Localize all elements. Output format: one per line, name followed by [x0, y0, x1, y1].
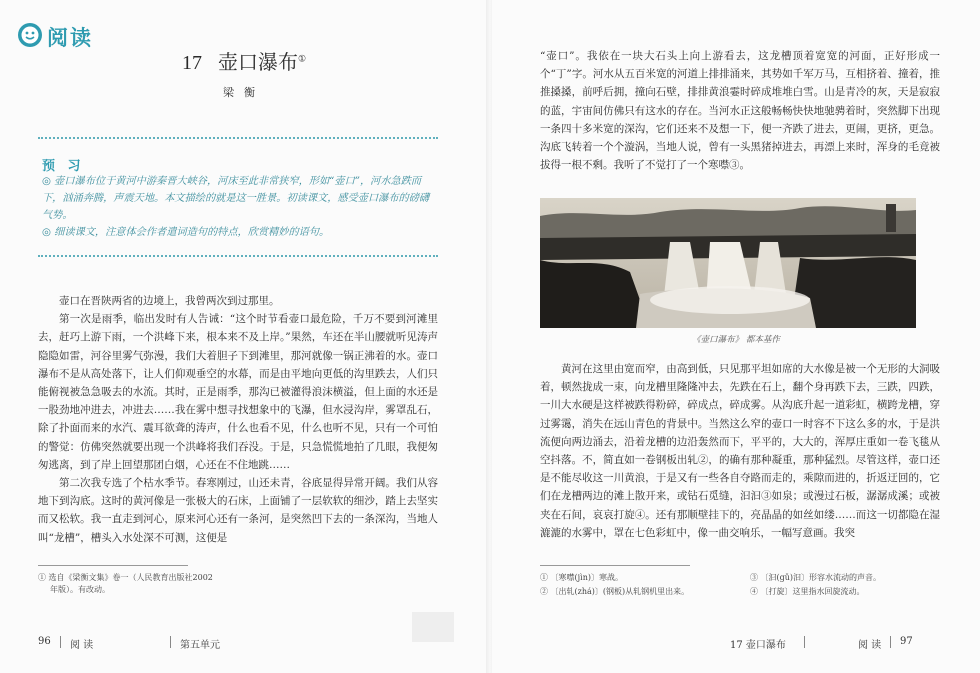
footnote: ① 选自《梁衡文集》卷一（人民教育出版社2002 年版）。有改动。 [38, 573, 213, 594]
folio-book: 阅 读 [858, 640, 882, 651]
preview-text [42, 173, 434, 241]
title-footnote-mark: ① [297, 54, 307, 65]
left-page [0, 0, 488, 673]
folio-divider [170, 636, 171, 648]
page-number: 97 [900, 636, 913, 647]
section-label: 阅读 [47, 25, 93, 50]
waterfall-painting [540, 198, 916, 328]
paragraph: 第二次我专选了个枯水季节。春寒刚过，山还未青，谷底显得异常开阔。我们从容地下到沟底。这时的黄河像是一张极大的石床，上面铺了一层软软的细沙，踏上去坚实而又松软。我一直走到河心，原来河心还有一条河，是突然凹下去的一条深沟，当地人叫“龙槽”，槽头入水处深不可测，这便是 [38, 477, 438, 544]
folio-divider [890, 636, 891, 648]
footnote: ① 〔寒噤(jìn)〕寒战。 [540, 573, 623, 582]
lesson-title-text: 壶口瀑布 [217, 50, 298, 74]
author: 梁衡 [223, 86, 265, 99]
paragraph: 黄河在这里由宽而窄，由高到低，只见那平坦如席的大水像是被一个无形的大洞吸着，顿然拢成一束，向龙槽里隆隆冲去，先跌在石上，翻个身再跌下去，三跌，四跌，一川大水硬是这样被跌得粉碎，碎成点，碎成雾。从沟底升起一道彩虹，横跨龙槽，穿过雾霭，消失在远山青色的背景中。当然这么窄的壶口一时容不下这么多的水，于是洪流便向两边涌去，沿着龙槽的边沿轰然而下，平平的，大大的，浑厚庄重如一卷飞毯从空抖落。不，简直如一卷钢板出轧②，的确有那种凝重，那种猛烈。尽管这样，壶口还是不能尽收这一川黄浪，于是又有一些各自夺路而走的，乘隙而进的，折返迂回的，它们在龙槽两边的滩上散开来，或钻石觅缝，汩汩③如泉；或漫过石板，潺潺成溪；或被夹在石间，哀哀打旋④。还有那顺壁挂下的，亮晶晶的如丝如缕……而这一切都隐在湿漉漉的水雾中，罩在七色彩虹中，像一曲交响乐，一幅写意画。我突 [540, 363, 940, 539]
folio-unit: 第五单元 [180, 640, 220, 651]
preview-heading: 预 习 [42, 159, 85, 174]
body-text [38, 292, 438, 547]
artwork-caption: 《壶口瀑布》 都本基作 [692, 335, 780, 345]
footnote-rule [38, 565, 188, 566]
paragraph: 第一次是雨季，临出发时有人告诫：“这个时节看壶口最危险，千万不要到河滩里去，赶巧上游下雨，一个洪峰下来，根本来不及上岸。”果然，车还在半山腰就听见涛声隐隐如雷，河谷里雾气弥漫，我们大着胆子下到滩里，那河就像一锅正沸着的水。壶口瀑布不是从高处落下，让人们仰观垂空的水幕，而是由平地向更低的沟里跌去，人们只能俯视被急急吸去的水流。其时，正是雨季，那沟已被灌得浪沫横溢，但上面的水还是一股劲地冲进去，冲进去……我在雾中想寻找想象中的飞瀑，但水浸沟岸，雾罩乱石，除了扑面而来的水汽、震耳欲聋的涛声，什么也看不见，什么也听不见，只有一个可怕的警觉：仿佛突然就要出现一个洪峰将我们吞没。于是，只急慌慌地拍了几眼，我便匆匆逃离，到了岸上回望那团白烟，心还在不住地跳…… [38, 313, 438, 471]
preview-item: ◎ 细读课文，注意体会作者遣词造句的特点，欣赏精妙的语句。 [42, 227, 330, 238]
folio-book: 阅 读 [70, 640, 94, 651]
footnote: ② 〔出轧(zhá)〕(钢板)从轧钢机里出来。 [540, 587, 690, 596]
folio-divider [60, 636, 61, 648]
lesson-number: 17 [181, 52, 202, 74]
preview-item: ◎ 壶口瀑布位于黄河中游秦晋大峡谷，河床至此非常狭窄，形如“壶口”，河水急跌而下，汹涌奔腾，声震天地。本文描绘的就是这一胜景。初读课文，感受壶口瀑布的磅礴气势。 [42, 176, 430, 221]
lesson-title [0, 46, 488, 75]
footnote: ③ 〔汩(gǔ)汩〕形容水流动的声音。 [750, 573, 882, 582]
footnote: ④ 〔打旋〕这里指水回旋流动。 [750, 587, 865, 596]
folio-lesson: 17 壶口瀑布 [730, 640, 786, 651]
page-number: 96 [38, 636, 51, 647]
right-page [492, 0, 980, 673]
folio-divider [804, 636, 805, 648]
paragraph: 壶口在晋陕两省的边境上，我曾两次到过那里。 [59, 295, 280, 307]
body-text [540, 360, 940, 542]
footnote-rule [540, 565, 690, 566]
body-text [540, 47, 940, 174]
smiley-icon [18, 23, 42, 47]
page-corner-mark [412, 612, 454, 642]
paragraph: “壶口”。我依在一块大石头上向上游看去，这龙槽顶着宽宽的河面，正好形成一个“丁”字。河水从五百米宽的河道上排排涌来，其势如千军万马，互相挤着、撞着，推推搡搡，前呼后拥，撞向石壁，排排黄浪霎时碎成堆堆白雪。山是青冷的灰，天是寂寂的蓝，宇宙间仿佛只有这水的存在。当河水正这般畅畅快快地驰骋着时，突然脚下出现一条四十多米宽的深沟，它们还来不及想一下，便一齐跌了进去，更闹，更挤，更急。沟底飞转着一个个漩涡，当地人说，曾有一头黑猪掉进去，再漂上来时，浑身的毛竟被拔得一根不剩。我听了不觉打了一个寒噤③。 [540, 50, 940, 172]
preview-box [38, 137, 438, 257]
